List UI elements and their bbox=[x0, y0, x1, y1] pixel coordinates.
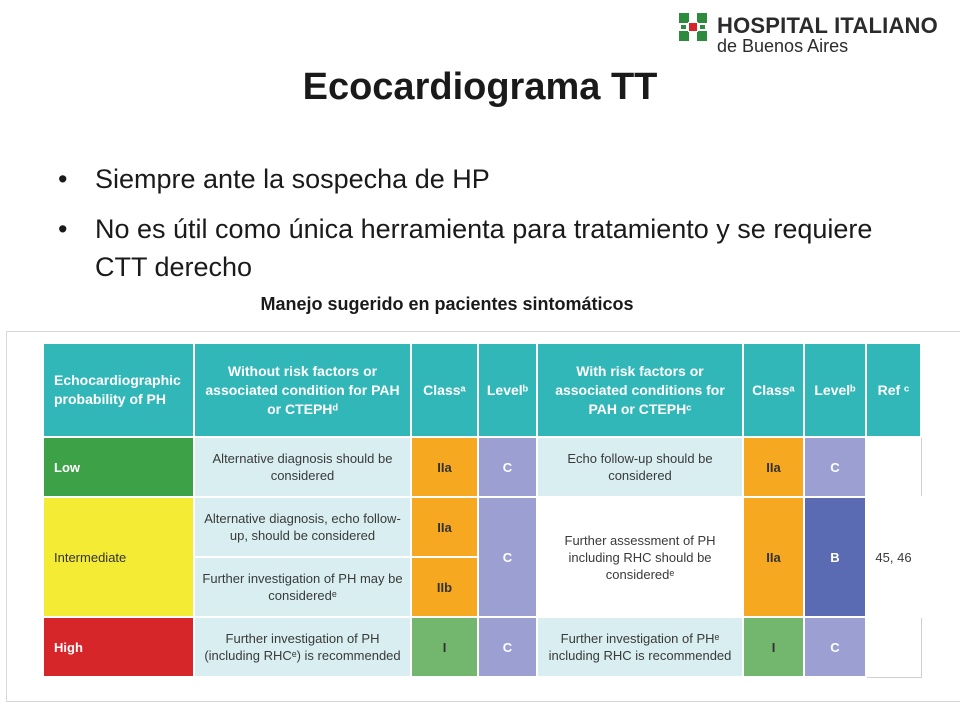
cell-class: I bbox=[411, 617, 478, 677]
cell-level: C bbox=[804, 617, 866, 677]
cell-class: IIa bbox=[411, 437, 478, 497]
cell-level: C bbox=[804, 437, 866, 497]
cell-level: B bbox=[804, 497, 866, 617]
recommendation-table bbox=[42, 342, 922, 678]
bullet-text: Siempre ante la sospecha de HP bbox=[95, 164, 490, 194]
bullet-item bbox=[58, 160, 918, 198]
cell-ref: 45, 46 bbox=[866, 497, 921, 617]
cell-without: Further investigation of PH may be consideredᵉ bbox=[194, 557, 411, 617]
cell-ref-empty bbox=[866, 617, 921, 677]
header-level: Levelᵇ bbox=[804, 343, 866, 437]
probability-low: Low bbox=[43, 437, 194, 497]
header-probability: Echocardiographic probability of PH bbox=[43, 343, 194, 437]
hospital-logo bbox=[676, 10, 946, 54]
table-header-row bbox=[43, 343, 921, 437]
header-class: Classᵃ bbox=[743, 343, 804, 437]
hospital-cross-icon bbox=[676, 10, 710, 44]
cell-class: IIa bbox=[743, 497, 804, 617]
table-caption: Manejo sugerido en pacientes sintomáticos bbox=[260, 294, 634, 314]
cell-without: Alternative diagnosis should be considered bbox=[194, 437, 411, 497]
cell-level: C bbox=[478, 437, 537, 497]
cell-class: IIb bbox=[411, 557, 478, 617]
header-with-risk: With risk factors or associated conditions for PAH or CTEPHᶜ bbox=[537, 343, 743, 437]
cell-level: C bbox=[478, 617, 537, 677]
header-level: Levelᵇ bbox=[478, 343, 537, 437]
logo-city: de Buenos Aires bbox=[717, 36, 849, 56]
table-row-high bbox=[43, 617, 921, 677]
bullet-item bbox=[58, 210, 918, 286]
cell-class: IIa bbox=[411, 497, 478, 557]
table-row-low bbox=[43, 437, 921, 497]
cell-with: Further investigation of PHᵉ including RHC is recommended bbox=[537, 617, 743, 677]
header-without-risk: Without risk factors or associated condition for PAH or CTEPHᵈ bbox=[194, 343, 411, 437]
cell-class: IIa bbox=[743, 437, 804, 497]
probability-intermediate: Intermediate bbox=[43, 497, 194, 617]
cell-with: Further assessment of PH including RHC should be consideredᵉ bbox=[537, 497, 743, 617]
bullet-icon: • bbox=[58, 214, 68, 244]
cell-level: C bbox=[478, 497, 537, 617]
logo-name: HOSPITAL ITALIANO bbox=[717, 13, 938, 38]
header-ref: Ref ᶜ bbox=[866, 343, 921, 437]
header-class: Classᵃ bbox=[411, 343, 478, 437]
cell-ref-empty bbox=[866, 437, 921, 497]
cell-without: Further investigation of PH (including RHCᵉ) is recommended bbox=[194, 617, 411, 677]
bullet-text: No es útil como única herramienta para tratamiento y se requiere CTT derecho bbox=[95, 214, 873, 282]
cell-without: Alternative diagnosis, echo follow-up, should be considered bbox=[194, 497, 411, 557]
cell-class: I bbox=[743, 617, 804, 677]
slide-title: Ecocardiograma TT bbox=[302, 66, 658, 108]
bullet-list bbox=[58, 160, 918, 298]
table-row-intermediate bbox=[43, 497, 921, 557]
bullet-icon: • bbox=[58, 164, 68, 194]
cell-with: Echo follow-up should be considered bbox=[537, 437, 743, 497]
probability-high: High bbox=[43, 617, 194, 677]
